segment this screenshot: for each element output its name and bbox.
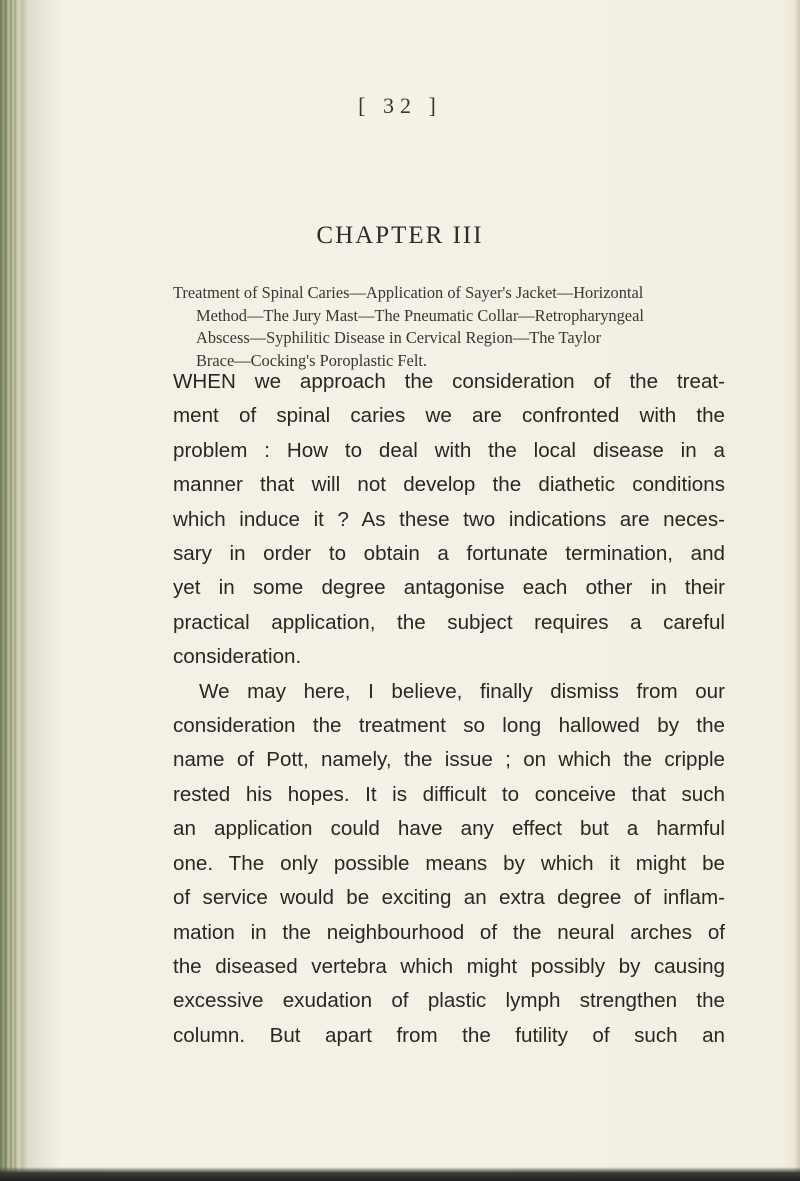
text-line: of service would be exciting an extra degree of inflam- bbox=[173, 886, 725, 910]
page-right-edge bbox=[794, 0, 800, 1181]
chapter-synopsis bbox=[173, 282, 723, 372]
text-line: ment of spinal caries we are confronted with the bbox=[173, 404, 725, 428]
text-line: consideration the treatment so long hallowed by the bbox=[173, 714, 725, 738]
binding-shadow bbox=[0, 0, 60, 1181]
text-line: consideration. bbox=[173, 645, 302, 669]
text-line: one. The only possible means by which it might be bbox=[173, 851, 725, 875]
text-line: name of Pott, namely, the issue ; on which the cripple bbox=[173, 748, 725, 772]
synopsis-line: Treatment of Spinal Caries—Application of Sayer's Jacket—Horizontal bbox=[173, 283, 644, 302]
page-number: [ 32 ] bbox=[358, 93, 442, 118]
text-line: an application could have any effect but a harmful bbox=[173, 817, 725, 841]
synopsis-line: Method—The Jury Mast—The Pneumatic Collar—Retropharyngeal bbox=[196, 305, 644, 325]
text-line: mation in the neighbourhood of the neural arches of bbox=[173, 920, 725, 944]
body-text bbox=[173, 365, 725, 1053]
text-line: WHEN we approach the consideration of the treat- bbox=[173, 370, 725, 393]
text-line: rested his hopes. It is difficult to conceive that such bbox=[173, 782, 725, 806]
chapter-heading: CHAPTER III bbox=[316, 222, 484, 249]
text-line: excessive exudation of plastic lymph strengthen the bbox=[173, 989, 725, 1013]
text-line: column. But apart from the futility of such an bbox=[173, 1023, 725, 1047]
text-line: sary in order to obtain a fortunate termination, and bbox=[173, 542, 725, 566]
text-line: We may here, I believe, finally dismiss from our bbox=[199, 679, 725, 703]
text-line: which induce it ? As these two indications are neces- bbox=[173, 507, 725, 531]
text-line: the diseased vertebra which might possibly by causing bbox=[173, 954, 725, 978]
text-line: manner that will not develop the diathetic conditions bbox=[173, 473, 725, 497]
text-line: practical application, the subject requires a careful bbox=[173, 610, 725, 634]
text-line: yet in some degree antagonise each other in their bbox=[173, 576, 725, 600]
paragraph-1 bbox=[173, 365, 725, 675]
text-line: problem : How to deal with the local disease in a bbox=[173, 438, 725, 462]
synopsis-line: Abscess—Syphilitic Disease in Cervical Region—The Taylor bbox=[196, 328, 602, 347]
synopsis-line: Brace—Cocking's Poroplastic Felt. bbox=[196, 350, 428, 370]
page-bottom-edge bbox=[0, 1167, 800, 1181]
paragraph-2 bbox=[173, 675, 725, 1053]
